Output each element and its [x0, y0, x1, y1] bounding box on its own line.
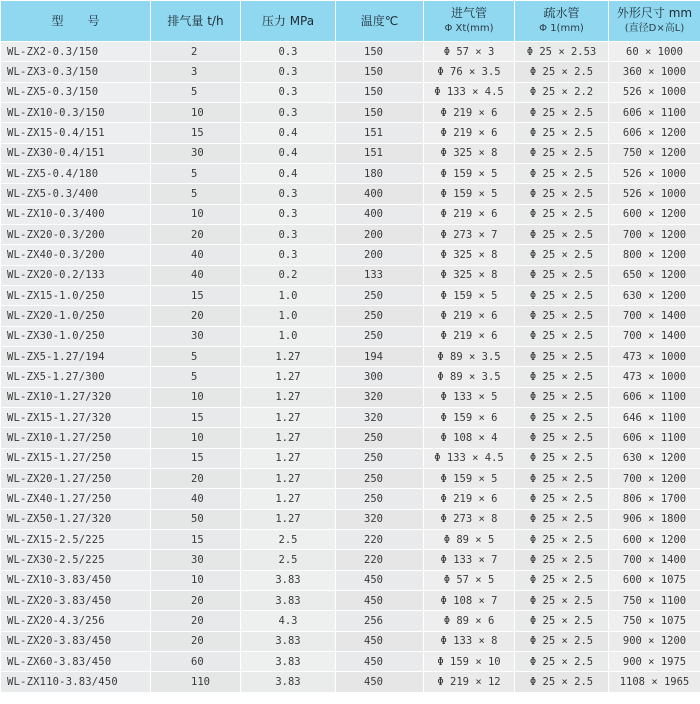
table-row	[1, 265, 700, 285]
cell-model: WL-ZX5-1.27/194	[1, 346, 151, 366]
cell-pressure: 0.2	[241, 265, 336, 285]
cell-model: WL-ZX20-0.3/200	[1, 224, 151, 244]
cell-capacity: 3	[151, 62, 241, 82]
table-row	[1, 346, 700, 366]
header-capacity	[151, 1, 241, 42]
cell-pressure: 4.3	[241, 611, 336, 631]
cell-drain: Φ 25 × 2.5	[515, 489, 609, 509]
cell-temperature: 250	[336, 468, 424, 488]
cell-temperature: 220	[336, 529, 424, 549]
cell-drain: Φ 25 × 2.5	[515, 529, 609, 549]
cell-drain: Φ 25 × 2.5	[515, 611, 609, 631]
cell-dims: 806 × 1700	[609, 489, 700, 509]
cell-inlet: Φ 89 × 6	[424, 611, 515, 631]
cell-capacity: 5	[151, 346, 241, 366]
cell-inlet: Φ 159 × 5	[424, 163, 515, 183]
cell-capacity: 10	[151, 102, 241, 122]
cell-drain: Φ 25 × 2.5	[515, 204, 609, 224]
cell-drain: Φ 25 × 2.2	[515, 82, 609, 102]
cell-pressure: 1.27	[241, 468, 336, 488]
cell-capacity: 10	[151, 204, 241, 224]
cell-dims: 906 × 1800	[609, 509, 700, 529]
cell-capacity: 2	[151, 42, 241, 62]
cell-dims: 526 × 1000	[609, 163, 700, 183]
cell-inlet: Φ 219 × 12	[424, 672, 515, 692]
table-row	[1, 245, 700, 265]
cell-pressure: 1.27	[241, 346, 336, 366]
cell-inlet: Φ 57 × 3	[424, 42, 515, 62]
header-temperature	[336, 1, 424, 42]
cell-drain: Φ 25 × 2.5	[515, 102, 609, 122]
cell-temperature: 200	[336, 245, 424, 265]
cell-dims: 700 × 1400	[609, 326, 700, 346]
cell-drain: Φ 25 × 2.5	[515, 163, 609, 183]
cell-inlet: Φ 76 × 3.5	[424, 62, 515, 82]
cell-inlet: Φ 159 × 5	[424, 468, 515, 488]
header-drain-unit: Φ 1(mm)	[539, 23, 584, 34]
cell-inlet: Φ 273 × 7	[424, 224, 515, 244]
cell-capacity: 50	[151, 509, 241, 529]
cell-drain: Φ 25 × 2.5	[515, 62, 609, 82]
cell-temperature: 450	[336, 651, 424, 671]
table-row	[1, 62, 700, 82]
cell-temperature: 300	[336, 367, 424, 387]
table-row	[1, 529, 700, 549]
cell-drain: Φ 25 × 2.5	[515, 387, 609, 407]
table-row	[1, 611, 700, 631]
cell-temperature: 450	[336, 631, 424, 651]
cell-model: WL-ZX10-0.3/150	[1, 102, 151, 122]
cell-inlet: Φ 133 × 8	[424, 631, 515, 651]
table-row	[1, 448, 700, 468]
cell-dims: 600 × 1075	[609, 570, 700, 590]
cell-model: WL-ZX5-1.27/300	[1, 367, 151, 387]
cell-capacity: 10	[151, 387, 241, 407]
cell-dims: 600 × 1200	[609, 529, 700, 549]
cell-temperature: 250	[336, 448, 424, 468]
cell-capacity: 20	[151, 611, 241, 631]
cell-drain: Φ 25 × 2.5	[515, 306, 609, 326]
cell-model: WL-ZX10-1.27/320	[1, 387, 151, 407]
cell-inlet: Φ 325 × 8	[424, 143, 515, 163]
cell-pressure: 3.83	[241, 672, 336, 692]
cell-capacity: 60	[151, 651, 241, 671]
cell-drain: Φ 25 × 2.5	[515, 184, 609, 204]
cell-temperature: 151	[336, 123, 424, 143]
cell-pressure: 0.3	[241, 224, 336, 244]
cell-temperature: 320	[336, 387, 424, 407]
cell-dims: 900 × 1975	[609, 651, 700, 671]
cell-inlet: Φ 159 × 10	[424, 651, 515, 671]
cell-model: WL-ZX15-1.27/250	[1, 448, 151, 468]
cell-inlet: Φ 133 × 4.5	[424, 82, 515, 102]
table-row	[1, 367, 700, 387]
table-row	[1, 407, 700, 427]
cell-model: WL-ZX60-3.83/450	[1, 651, 151, 671]
cell-inlet: Φ 325 × 8	[424, 265, 515, 285]
cell-dims: 526 × 1000	[609, 184, 700, 204]
cell-drain: Φ 25 × 2.5	[515, 448, 609, 468]
cell-drain: Φ 25 × 2.5	[515, 631, 609, 651]
table-row	[1, 123, 700, 143]
cell-inlet: Φ 108 × 7	[424, 590, 515, 610]
cell-model: WL-ZX5-0.3/400	[1, 184, 151, 204]
cell-dims: 526 × 1000	[609, 82, 700, 102]
cell-dims: 750 × 1075	[609, 611, 700, 631]
cell-drain: Φ 25 × 2.5	[515, 428, 609, 448]
cell-model: WL-ZX2-0.3/150	[1, 42, 151, 62]
cell-dims: 700 × 1400	[609, 550, 700, 570]
cell-dims: 606 × 1200	[609, 123, 700, 143]
cell-drain: Φ 25 × 2.5	[515, 509, 609, 529]
cell-pressure: 0.4	[241, 143, 336, 163]
table-row	[1, 326, 700, 346]
cell-capacity: 20	[151, 468, 241, 488]
table-row	[1, 570, 700, 590]
cell-temperature: 200	[336, 224, 424, 244]
cell-temperature: 400	[336, 204, 424, 224]
cell-dims: 900 × 1200	[609, 631, 700, 651]
cell-inlet: Φ 219 × 6	[424, 123, 515, 143]
cell-drain: Φ 25 × 2.5	[515, 468, 609, 488]
cell-capacity: 15	[151, 448, 241, 468]
cell-pressure: 1.27	[241, 407, 336, 427]
cell-drain: Φ 25 × 2.5	[515, 407, 609, 427]
cell-pressure: 3.83	[241, 570, 336, 590]
cell-inlet: Φ 133 × 7	[424, 550, 515, 570]
cell-drain: Φ 25 × 2.5	[515, 672, 609, 692]
cell-dims: 630 × 1200	[609, 448, 700, 468]
cell-inlet: Φ 159 × 5	[424, 285, 515, 305]
header-pressure	[241, 1, 336, 42]
cell-inlet: Φ 133 × 4.5	[424, 448, 515, 468]
header-drain	[515, 1, 609, 42]
cell-inlet: Φ 57 × 5	[424, 570, 515, 590]
cell-pressure: 3.83	[241, 651, 336, 671]
cell-drain: Φ 25 × 2.5	[515, 346, 609, 366]
cell-drain: Φ 25 × 2.5	[515, 285, 609, 305]
cell-temperature: 133	[336, 265, 424, 285]
cell-temperature: 250	[336, 428, 424, 448]
cell-pressure: 1.27	[241, 428, 336, 448]
table-row	[1, 631, 700, 651]
table-header-row	[1, 1, 700, 42]
cell-inlet: Φ 273 × 8	[424, 509, 515, 529]
cell-dims: 700 × 1200	[609, 468, 700, 488]
cell-temperature: 250	[336, 285, 424, 305]
cell-pressure: 0.4	[241, 123, 336, 143]
cell-dims: 360 × 1000	[609, 62, 700, 82]
cell-inlet: Φ 325 × 8	[424, 245, 515, 265]
cell-capacity: 15	[151, 123, 241, 143]
table-row	[1, 184, 700, 204]
cell-drain: Φ 25 × 2.5	[515, 326, 609, 346]
cell-drain: Φ 25 × 2.5	[515, 550, 609, 570]
cell-capacity: 5	[151, 184, 241, 204]
cell-pressure: 0.4	[241, 163, 336, 183]
cell-temperature: 194	[336, 346, 424, 366]
table-row	[1, 590, 700, 610]
cell-inlet: Φ 89 × 3.5	[424, 367, 515, 387]
cell-dims: 750 × 1200	[609, 143, 700, 163]
cell-model: WL-ZX20-4.3/256	[1, 611, 151, 631]
cell-dims: 700 × 1400	[609, 306, 700, 326]
table-row	[1, 285, 700, 305]
cell-dims: 800 × 1200	[609, 245, 700, 265]
cell-inlet: Φ 133 × 5	[424, 387, 515, 407]
cell-model: WL-ZX10-1.27/250	[1, 428, 151, 448]
cell-capacity: 15	[151, 407, 241, 427]
cell-drain: Φ 25 × 2.5	[515, 143, 609, 163]
cell-model: WL-ZX20-1.0/250	[1, 306, 151, 326]
cell-temperature: 151	[336, 143, 424, 163]
cell-capacity: 15	[151, 529, 241, 549]
cell-capacity: 10	[151, 570, 241, 590]
cell-pressure: 1.0	[241, 326, 336, 346]
header-capacity-label: 排气量 t/h	[167, 14, 224, 28]
cell-temperature: 150	[336, 102, 424, 122]
cell-temperature: 400	[336, 184, 424, 204]
cell-pressure: 0.3	[241, 204, 336, 224]
header-inlet	[424, 1, 515, 42]
header-model-label: 型 号	[51, 14, 100, 28]
cell-drain: Φ 25 × 2.5	[515, 570, 609, 590]
cell-pressure: 2.5	[241, 529, 336, 549]
cell-pressure: 1.27	[241, 509, 336, 529]
table-row	[1, 163, 700, 183]
header-pressure-label: 压力 MPa	[261, 14, 315, 28]
cell-drain: Φ 25 × 2.53	[515, 42, 609, 62]
cell-model: WL-ZX20-3.83/450	[1, 631, 151, 651]
table-row	[1, 651, 700, 671]
cell-dims: 60 × 1000	[609, 42, 700, 62]
cell-model: WL-ZX10-0.3/400	[1, 204, 151, 224]
cell-model: WL-ZX15-1.0/250	[1, 285, 151, 305]
cell-capacity: 5	[151, 367, 241, 387]
cell-drain: Φ 25 × 2.5	[515, 123, 609, 143]
table-row	[1, 672, 700, 692]
cell-drain: Φ 25 × 2.5	[515, 590, 609, 610]
cell-temperature: 256	[336, 611, 424, 631]
cell-pressure: 0.3	[241, 62, 336, 82]
cell-model: WL-ZX15-0.4/151	[1, 123, 151, 143]
header-inlet-unit: Φ Xt(mm)	[444, 23, 494, 34]
cell-dims: 630 × 1200	[609, 285, 700, 305]
table-row	[1, 306, 700, 326]
cell-temperature: 250	[336, 489, 424, 509]
cell-model: WL-ZX30-2.5/225	[1, 550, 151, 570]
cell-capacity: 30	[151, 143, 241, 163]
cell-inlet: Φ 219 × 6	[424, 204, 515, 224]
cell-capacity: 20	[151, 224, 241, 244]
cell-temperature: 250	[336, 306, 424, 326]
cell-model: WL-ZX15-2.5/225	[1, 529, 151, 549]
cell-model: WL-ZX10-3.83/450	[1, 570, 151, 590]
cell-model: WL-ZX30-1.0/250	[1, 326, 151, 346]
cell-model: WL-ZX15-1.27/320	[1, 407, 151, 427]
cell-capacity: 20	[151, 631, 241, 651]
cell-temperature: 180	[336, 163, 424, 183]
cell-pressure: 3.83	[241, 590, 336, 610]
cell-pressure: 0.3	[241, 184, 336, 204]
table-row	[1, 82, 700, 102]
cell-model: WL-ZX40-0.3/200	[1, 245, 151, 265]
cell-pressure: 0.3	[241, 82, 336, 102]
cell-model: WL-ZX50-1.27/320	[1, 509, 151, 529]
cell-drain: Φ 25 × 2.5	[515, 265, 609, 285]
cell-pressure: 1.27	[241, 367, 336, 387]
header-dims-title: 外形尺寸 mm	[616, 6, 693, 20]
header-model	[1, 1, 151, 42]
cell-dims: 606 × 1100	[609, 387, 700, 407]
cell-pressure: 1.27	[241, 489, 336, 509]
cell-inlet: Φ 219 × 6	[424, 306, 515, 326]
cell-capacity: 20	[151, 306, 241, 326]
cell-temperature: 450	[336, 570, 424, 590]
cell-dims: 700 × 1200	[609, 224, 700, 244]
cell-capacity: 10	[151, 428, 241, 448]
cell-model: WL-ZX20-0.2/133	[1, 265, 151, 285]
cell-temperature: 150	[336, 82, 424, 102]
cell-pressure: 3.83	[241, 631, 336, 651]
cell-capacity: 20	[151, 590, 241, 610]
cell-model: WL-ZX40-1.27/250	[1, 489, 151, 509]
cell-inlet: Φ 89 × 5	[424, 529, 515, 549]
header-inlet-title: 进气管	[450, 6, 487, 20]
table-row	[1, 224, 700, 244]
cell-dims: 650 × 1200	[609, 265, 700, 285]
table-row	[1, 489, 700, 509]
cell-drain: Φ 25 × 2.5	[515, 367, 609, 387]
table-row	[1, 143, 700, 163]
cell-inlet: Φ 108 × 4	[424, 428, 515, 448]
cell-temperature: 320	[336, 407, 424, 427]
cell-capacity: 40	[151, 245, 241, 265]
cell-capacity: 110	[151, 672, 241, 692]
table-row	[1, 428, 700, 448]
cell-temperature: 450	[336, 672, 424, 692]
cell-pressure: 2.5	[241, 550, 336, 570]
cell-inlet: Φ 159 × 6	[424, 407, 515, 427]
cell-temperature: 450	[336, 590, 424, 610]
cell-pressure: 0.3	[241, 102, 336, 122]
table-row	[1, 42, 700, 62]
cell-dims: 646 × 1100	[609, 407, 700, 427]
cell-dims: 1108 × 1965	[609, 672, 700, 692]
cell-temperature: 150	[336, 62, 424, 82]
cell-capacity: 30	[151, 550, 241, 570]
cell-capacity: 30	[151, 326, 241, 346]
cell-dims: 606 × 1100	[609, 428, 700, 448]
table-body	[1, 42, 700, 693]
table-row	[1, 468, 700, 488]
cell-model: WL-ZX20-3.83/450	[1, 590, 151, 610]
cell-dims: 473 × 1000	[609, 346, 700, 366]
cell-dims: 606 × 1100	[609, 102, 700, 122]
cell-inlet: Φ 219 × 6	[424, 326, 515, 346]
table-row	[1, 102, 700, 122]
cell-temperature: 250	[336, 326, 424, 346]
cell-dims: 473 × 1000	[609, 367, 700, 387]
table-row	[1, 387, 700, 407]
cell-temperature: 320	[336, 509, 424, 529]
cell-drain: Φ 25 × 2.5	[515, 651, 609, 671]
cell-pressure: 1.0	[241, 285, 336, 305]
cell-pressure: 0.3	[241, 42, 336, 62]
cell-dims: 600 × 1200	[609, 204, 700, 224]
cell-inlet: Φ 219 × 6	[424, 102, 515, 122]
cell-temperature: 220	[336, 550, 424, 570]
cell-pressure: 1.0	[241, 306, 336, 326]
cell-drain: Φ 25 × 2.5	[515, 224, 609, 244]
cell-capacity: 5	[151, 82, 241, 102]
cell-model: WL-ZX20-1.27/250	[1, 468, 151, 488]
table-row	[1, 204, 700, 224]
cell-dims: 750 × 1100	[609, 590, 700, 610]
cell-capacity: 15	[151, 285, 241, 305]
cell-model: WL-ZX3-0.3/150	[1, 62, 151, 82]
cell-model: WL-ZX5-0.3/150	[1, 82, 151, 102]
cell-pressure: 1.27	[241, 387, 336, 407]
header-dims-unit: (直径D×高L)	[624, 23, 685, 34]
cell-capacity: 5	[151, 163, 241, 183]
cell-inlet: Φ 159 × 5	[424, 184, 515, 204]
cell-capacity: 40	[151, 489, 241, 509]
cell-pressure: 1.27	[241, 448, 336, 468]
cell-inlet: Φ 219 × 6	[424, 489, 515, 509]
table-row	[1, 550, 700, 570]
cell-temperature: 150	[336, 42, 424, 62]
cell-model: WL-ZX30-0.4/151	[1, 143, 151, 163]
header-temperature-label: 温度℃	[360, 14, 399, 28]
cell-model: WL-ZX5-0.4/180	[1, 163, 151, 183]
header-drain-title: 疏水管	[543, 6, 580, 20]
header-dims	[609, 1, 700, 42]
cell-inlet: Φ 89 × 3.5	[424, 346, 515, 366]
cell-capacity: 40	[151, 265, 241, 285]
cell-model: WL-ZX110-3.83/450	[1, 672, 151, 692]
cell-pressure: 0.3	[241, 245, 336, 265]
table-row	[1, 509, 700, 529]
cell-drain: Φ 25 × 2.5	[515, 245, 609, 265]
